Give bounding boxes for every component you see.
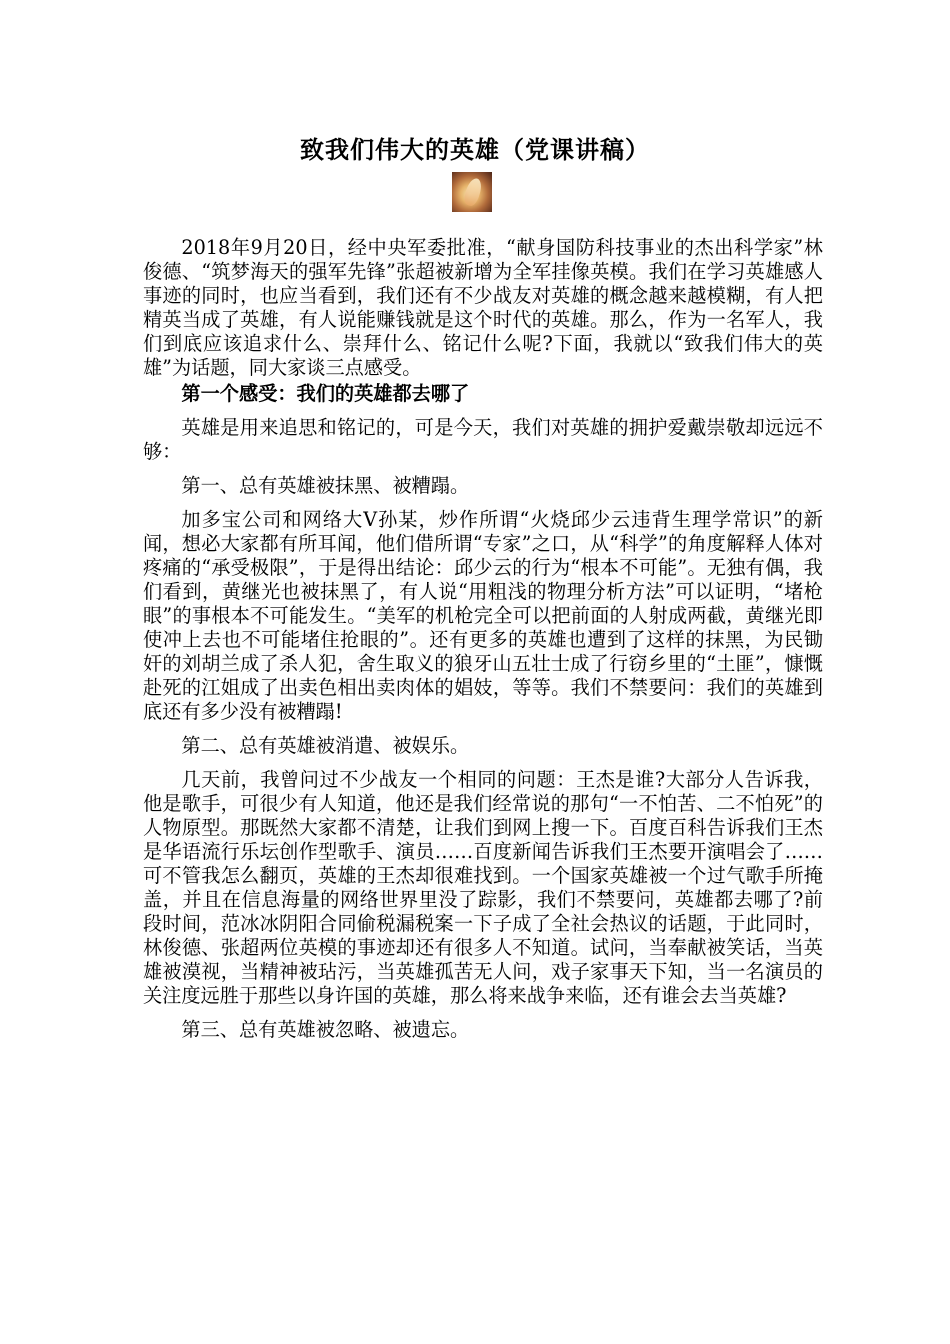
document-title: 致我们伟大的英雄（党课讲稿） (300, 135, 650, 164)
document-body (143, 236, 823, 1052)
point-two-heading: 第二、总有英雄被消遣、被娱乐。 (181, 734, 470, 757)
paragraph-smeared-heroes: 加多宝公司和网络大Ⅴ孙某，炒作所谓“火烧邱少云违背生理学常识”的新闻，想必大家都有所耳闻，他们借所谓“专家”之口，从“科学”的角度解释人体对疼痛的“承受极限”，于是得出结论：邱少云的行为“根本不可能”。无独有偶，我们看到，黄继光也被抹黑了，有人说“用粗浅的物理分析方法”可以证明，“堵枪眼”的事根本不可能发生。“美军的机枪完全可以把前面的人射成两截，黄继光即使冲上去也不可能堵住抢眼的”。还有更多的英雄也遭到了这样的抹黑，为民锄奸的刘胡兰成了杀人犯，舍生取义的狼牙山五壮士成了行窃乡里的“土匪”，慷慨赴死的江姐成了出卖色相出卖肉体的娼妓，等等。我们不禁要问：我们的英雄到底还有多少没有被糟蹋! (143, 508, 823, 723)
paragraph-respect: 英雄是用来追思和铭记的，可是今天，我们对英雄的拥护爱戴崇敬却远远不够： (143, 416, 823, 463)
point-one-heading: 第一、总有英雄被抹黑、被糟蹋。 (181, 474, 470, 497)
section-heading-first-feeling: 第一个感受：我们的英雄都去哪了 (181, 382, 470, 405)
paragraph-wang-jie: 几天前，我曾问过不少战友一个相同的问题：王杰是谁?大部分人告诉我，他是歌手，可很少有人知道，他还是我们经常说的那句“一不怕苦、二不怕死”的人物原型。那既然大家都不清楚，让我们到网上搜一下。百度百科告诉我们王杰是华语流行乐坛创作型歌手、演员……百度新闻告诉我们王杰要开演唱会了……可不管我怎么翻页，英雄的王杰却很难找到。一个国家英雄被一个过气歌手所掩盖，并且在信息海量的网络世界里没了踪影，我们不禁要问，英雄都去哪了?前段时间，范冰冰阴阳合同偷税漏税案一下子成了全社会热议的话题，于此同时，林俊德、张超两位英模的事迹却还有很多人不知道。试问，当奉献被笑话，当英雄被漠视，当精神被玷污，当英雄孤苦无人问，戏子家事天下知，当一名演员的关注度远胜于那些以身许国的英雄，那么将来战争来临，还有谁会去当英雄? (143, 768, 823, 1007)
point-three-heading: 第三、总有英雄被忽略、被遗忘。 (181, 1018, 470, 1041)
photo-detail (462, 177, 484, 208)
hero-photo (452, 172, 492, 212)
intro-paragraph: 2018年9月20日，经中央军委批准，“献身国防科技事业的杰出科学家”林俊德、“筑梦海天的强军先锋”张超被新增为全军挂像英模。我们在学习英雄感人事迹的同时，也应当看到，我们还有不少战友对英雄的概念越来越模糊，有人把精英当成了英雄，有人说能赚钱就是这个时代的英雄。那么，作为一名军人，我们到底应该追求什么、崇拜什么、铭记什么呢?下面，我就以“致我们伟大的英雄”为话题，同大家谈三点感受。 (143, 236, 823, 379)
